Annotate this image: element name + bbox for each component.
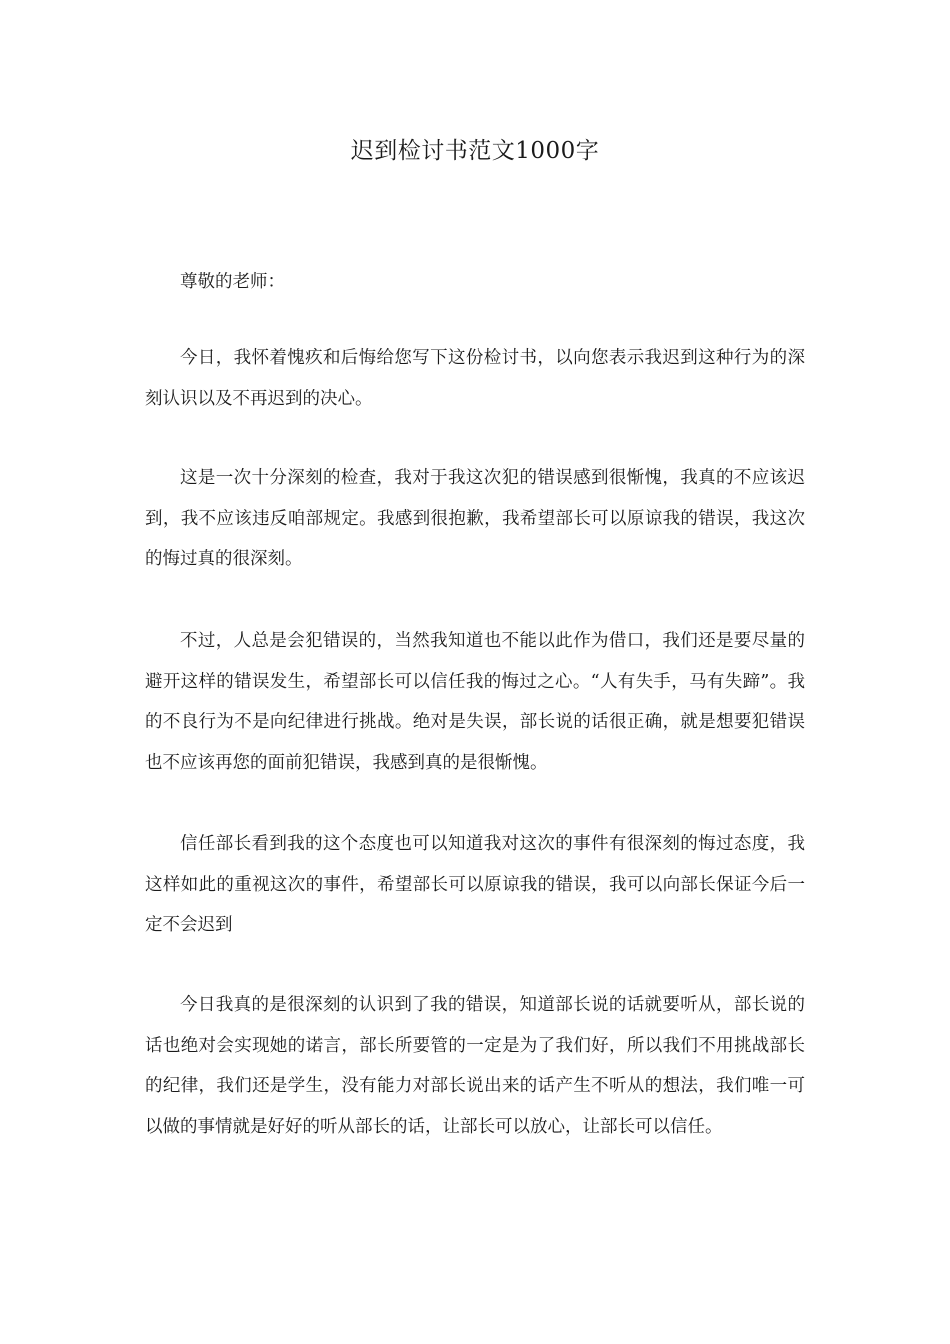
document-title: 迟到检讨书范文1000字 xyxy=(350,138,600,164)
paragraph: 这是一次十分深刻的检查，我对于我这次犯的错误感到很惭愧，我真的不应该迟到，我不应该违反咱部规定。我感到很抱歉，我希望部长可以原谅我的错误，我这次的悔过真的很深刻。 xyxy=(145,468,805,569)
paragraph: 不过，人总是会犯错误的，当然我知道也不能以此作为借口，我们还是要尽量的避开这样的错误发生，希望部长可以信任我的悔过之心。“人有失手，马有失蹄”。我的不良行为不是向纪律进行挑战。绝对是失误，部长说的话很正确，就是想要犯错误也不应该再您的面前犯错误，我感到真的是很惭愧。 xyxy=(145,631,805,773)
salutation: 尊敬的老师： xyxy=(180,272,285,292)
paragraph: 今日我真的是很深刻的认识到了我的错误，知道部长说的话就要听从，部长说的话也绝对会实现她的诺言，部长所要管的一定是为了我们好，所以我们不用挑战部长的纪律，我们还是学生，没有能力对部长说出来的话产生不听从的想法，我们唯一可以做的事情就是好好的听从部长的话，让部长可以放心，让部长可以信任。 xyxy=(145,995,805,1137)
paragraph: 信任部长看到我的这个态度也可以知道我对这次的事件有很深刻的悔过态度，我这样如此的重视这次的事件，希望部长可以原谅我的错误，我可以向部长保证今后一定不会迟到 xyxy=(145,834,805,935)
paragraph: 今日，我怀着愧疚和后悔给您写下这份检讨书，以向您表示我迟到这种行为的深刻认识以及不再迟到的决心。 xyxy=(145,348,805,409)
